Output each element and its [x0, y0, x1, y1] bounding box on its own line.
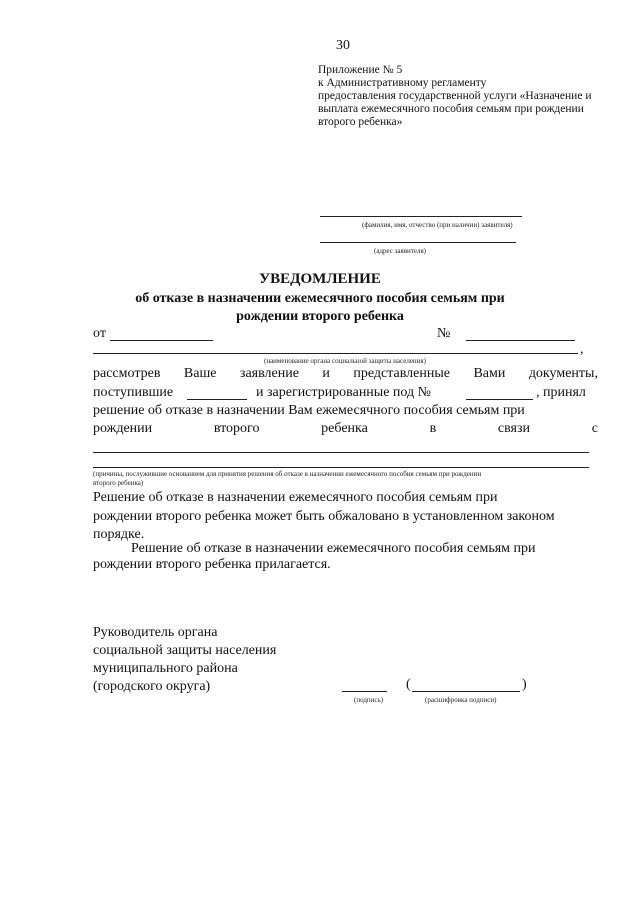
signature-decode-field[interactable]: [412, 691, 520, 692]
document-subtitle-line-1: об отказе в назначении ежемесячного пособия семьям при: [135, 291, 505, 306]
body-word: с: [591, 421, 598, 436]
body-row-4: [93, 421, 598, 437]
organ-name-line[interactable]: [93, 353, 578, 354]
document-title: УВЕДОМЛЕНИЕ: [259, 271, 381, 287]
appeal-line-2: рождении второго ребенка может быть обжаловано в установленном законом: [93, 509, 555, 524]
organ-comma: ,: [580, 342, 584, 357]
appendix-line: к Административному регламенту: [318, 77, 487, 89]
open-paren: (: [406, 677, 411, 692]
applicant-name-line[interactable]: [320, 216, 522, 217]
applicant-address-caption: (адрес заявителя): [374, 247, 426, 255]
body-word: рождении: [93, 421, 153, 436]
attach-line-2: рождении второго ребенка прилагается.: [93, 557, 331, 572]
number-field[interactable]: [466, 340, 575, 341]
reasons-caption-cont: второго ребенка): [93, 479, 144, 487]
body-row-2-part-1: поступившие: [93, 385, 174, 400]
appendix-header: [318, 64, 608, 129]
body-word: Ваше: [183, 366, 217, 381]
body-word: и: [322, 366, 330, 381]
body-word: ребенка: [321, 421, 368, 436]
reasons-line-1[interactable]: [93, 452, 589, 453]
reasons-line-2[interactable]: [93, 467, 589, 468]
signatory-line-3: муниципального района: [93, 661, 238, 676]
signatory-line-1: Руководитель органа: [93, 625, 218, 640]
document-subtitle-line-2: рождении второго ребенка: [236, 309, 404, 324]
organ-name-caption: (наименование органа социальной защиты населения): [264, 357, 426, 365]
decode-caption: (расшифровка подписи): [425, 696, 497, 704]
body-word: представленные: [353, 366, 450, 381]
body-word: второго: [213, 421, 260, 436]
reasons-caption: (причины, послужившие основанием для принятия решения об отказе в назначении ежемесячного пособия семьям при рождении: [93, 470, 482, 478]
date-field[interactable]: [110, 340, 213, 341]
signature-caption: (подпись): [354, 696, 384, 704]
number-label: №: [437, 326, 451, 341]
body-row-2-part-3: , принял: [536, 385, 586, 400]
appendix-line: Приложение № 5: [318, 64, 403, 76]
close-paren: ): [522, 677, 527, 692]
appendix-line: второго ребенка»: [318, 116, 403, 128]
attach-line-1: Решение об отказе в назначении ежемесячного пособия семьям при: [131, 541, 536, 556]
body-word: в: [429, 421, 437, 436]
body-row-2-part-2: и зарегистрированные под №: [256, 385, 431, 400]
received-date-field[interactable]: [187, 399, 247, 400]
signatory-line-4: (городского округа): [93, 679, 211, 694]
signatory-line-2: социальной защиты населения: [93, 643, 277, 658]
appendix-line: выплата ежемесячного пособия семьям при рождении: [318, 103, 584, 115]
signature-field[interactable]: [342, 691, 387, 692]
body-word: документы,: [528, 366, 598, 381]
appeal-line-3: порядке.: [93, 527, 145, 542]
body-word: заявление: [239, 366, 299, 381]
body-word: Вами: [473, 366, 506, 381]
page-number: 30: [336, 38, 350, 53]
body-row-3: решение об отказе в назначении Вам ежемесячного пособия семьям при: [93, 403, 525, 418]
from-label: от: [93, 326, 106, 341]
body-word: связи: [497, 421, 531, 436]
appendix-line: предоставления государственной услуги «Назначение и: [318, 90, 592, 102]
appeal-line-1: Решение об отказе в назначении ежемесячного пособия семьям при: [93, 490, 498, 505]
body-row-1: [93, 366, 598, 382]
applicant-address-line[interactable]: [320, 242, 516, 243]
body-word: рассмотрев: [93, 366, 161, 381]
applicant-name-caption: (фамилия, имя, отчество (при наличии) заявителя): [362, 221, 513, 229]
registration-number-field[interactable]: [466, 399, 533, 400]
